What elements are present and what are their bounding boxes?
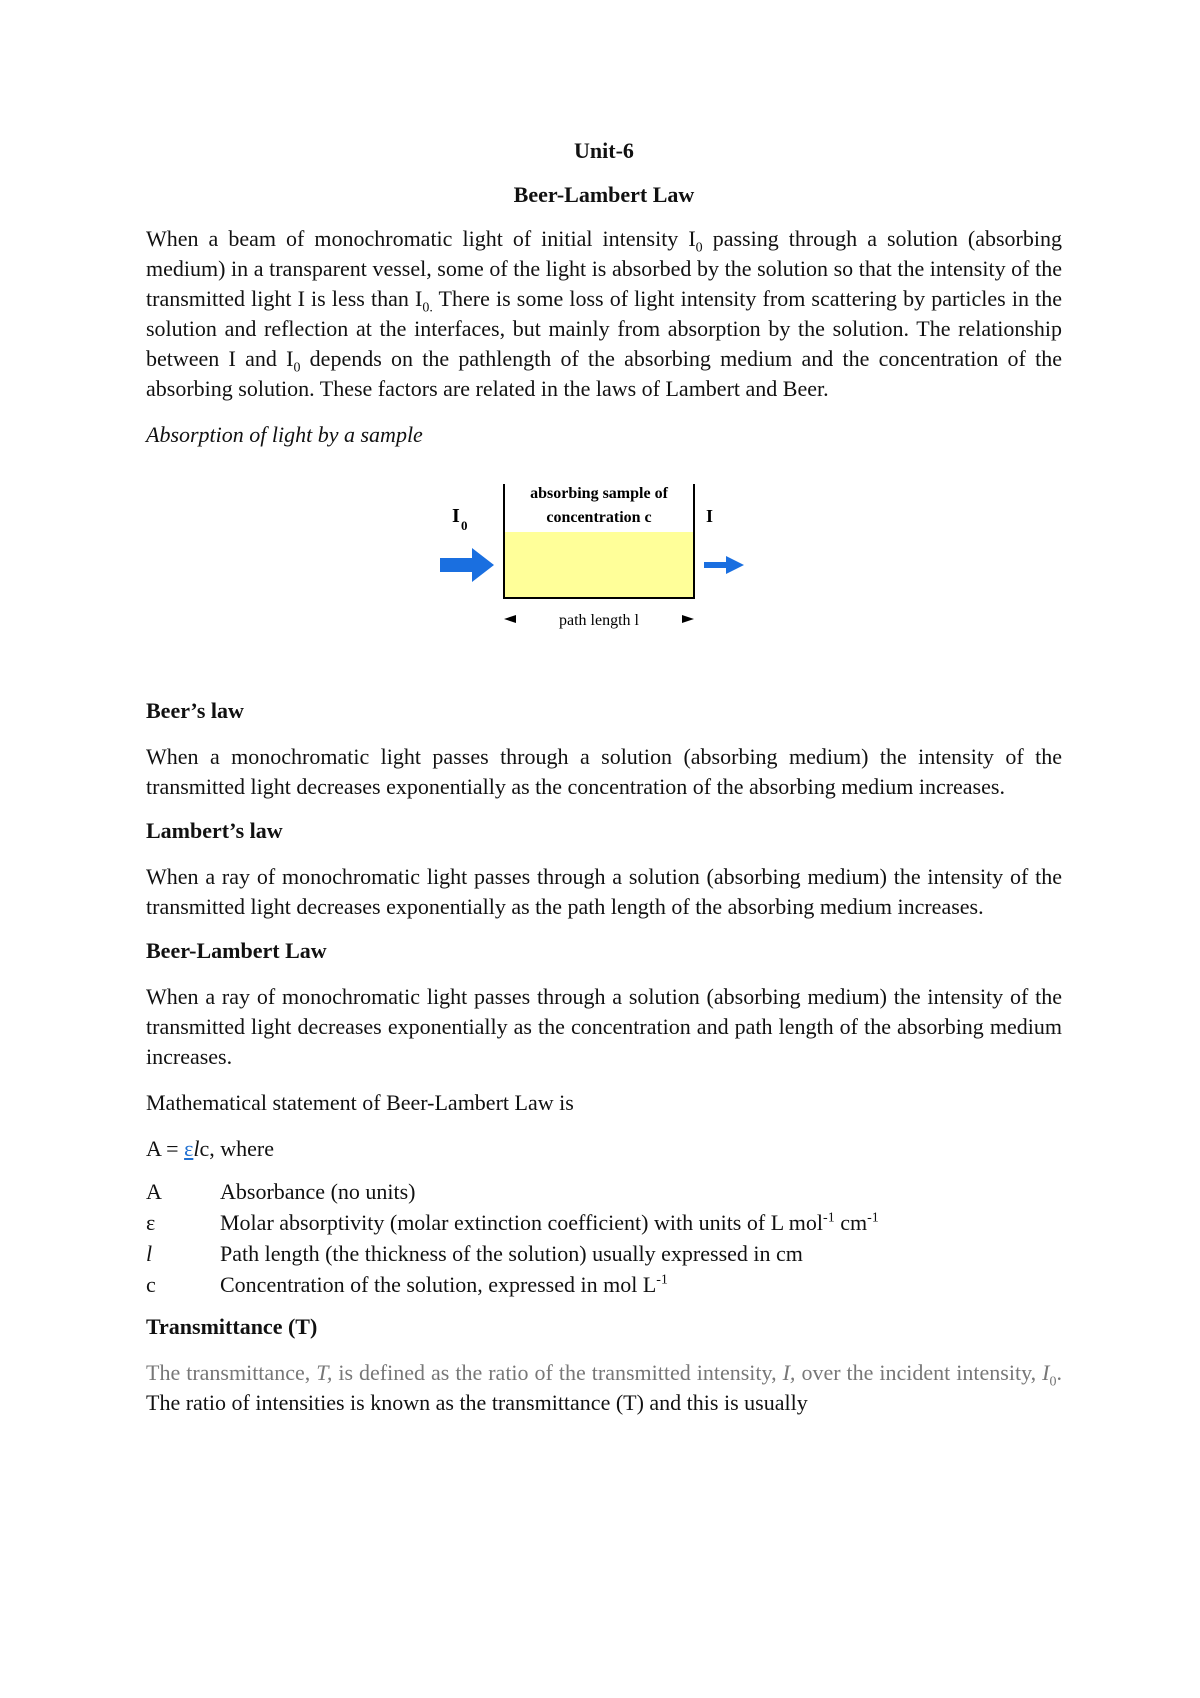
lambert-heading: Lambert’s law	[146, 818, 283, 843]
definition-text: Molar absorptivity (molar extinction coefficient) with units of L mol	[220, 1210, 824, 1235]
transmittance-text-1: The transmittance,	[146, 1360, 317, 1385]
definition-description	[220, 1269, 1062, 1300]
transmittance-text-2: is defined as the ratio of the transmitted intensity,	[332, 1360, 783, 1385]
definition-sup: -1	[823, 1210, 835, 1226]
beer-lambert-heading: Beer-Lambert Law	[146, 938, 327, 963]
definition-text: Concentration of the solution, expressed in mol L	[220, 1272, 657, 1297]
transmitted-arrow-icon	[704, 556, 744, 574]
beer-heading: Beer’s law	[146, 698, 244, 723]
definition-description	[220, 1207, 1062, 1238]
beer-lambert-text: When a ray of monochromatic light passes through a solution (absorbing medium) the intensity of the transmitted light decreases exponentially as the concentration and path length of the absorbing medium increases.	[146, 984, 1062, 1069]
path-right-arrow-icon	[682, 615, 694, 623]
definition-text: Absorbance (no units)	[220, 1179, 416, 1204]
intro-text-1: When a beam of monochromatic light of initial intensity I	[146, 226, 696, 251]
beer-text: When a monochromatic light passes through a solution (absorbing medium) the intensity of the transmitted light decreases exponentially as the concentration of the absorbing medium increases.	[146, 744, 1062, 799]
transmitted-label: I	[706, 506, 714, 526]
intro-sub-2: 0.	[422, 300, 433, 316]
intro-text-2: passing through a solution (absorbing medium) in a transparent vessel, some of the light is absorbed by the solution so that the intensity of the transmitted light I is less than I	[146, 226, 1062, 311]
definition-text: Path length (the thickness of the solution) usually expressed in cm	[220, 1241, 803, 1266]
intro-text-4: depends on the pathlength of the absorbing medium and the concentration of the absorbing solution. These factors are related in the laws of Lambert and Beer.	[146, 346, 1062, 401]
definition-description	[220, 1176, 1062, 1207]
definition-symbol: c	[146, 1272, 156, 1297]
absorption-diagram	[146, 480, 1062, 680]
intro-sub-1: 0	[695, 240, 703, 256]
transmittance-text-3: over the incident intensity,	[795, 1360, 1043, 1385]
intro-sub-3: 0	[293, 360, 301, 376]
math-statement: Mathematical statement of Beer-Lambert Law is	[146, 1090, 574, 1115]
path-left-arrow-icon	[504, 615, 516, 623]
equation-epsilon-link[interactable]: ε	[184, 1136, 194, 1161]
equation-rest: c, where	[199, 1136, 274, 1161]
transmittance-T: T,	[316, 1360, 333, 1385]
definition-symbol: l	[146, 1241, 153, 1266]
intro-paragraph	[146, 224, 1062, 404]
lambert-text: When a ray of monochromatic light passes through a solution (absorbing medium) the intensity of the transmitted light decreases exponentially as the path length of the absorbing medium increases.	[146, 864, 1062, 919]
transmittance-I0: I	[1042, 1360, 1050, 1385]
definition-symbol: ε	[146, 1210, 156, 1235]
equation	[146, 1134, 1062, 1164]
sample-label-line1: absorbing sample of	[530, 485, 668, 502]
transmittance-I0-sub: 0	[1049, 1374, 1057, 1390]
intro-text-3: There is some loss of light intensity from scattering by particles in the solution and reflection at the interfaces, but mainly from absorption by the solution. The relationship between I and I	[146, 286, 1062, 371]
absorption-figure	[146, 480, 1062, 680]
transmittance-text	[146, 1358, 1062, 1418]
sample-fill	[504, 532, 694, 598]
sample-label-line2: concentration c	[546, 509, 652, 526]
unit-title: Unit-6	[574, 138, 634, 163]
document-page	[146, 136, 1062, 1418]
path-length-label: path length l	[559, 612, 639, 629]
definition-sup-2: -1	[867, 1210, 879, 1226]
transmittance-I: I,	[782, 1360, 796, 1385]
incident-arrow-icon	[440, 548, 494, 582]
definition-row	[146, 1176, 1062, 1207]
incident-sub: 0	[461, 518, 468, 533]
page-title: Beer-Lambert Law	[513, 182, 695, 207]
definition-description	[220, 1238, 1062, 1269]
incident-label: I	[452, 505, 460, 527]
definition-row	[146, 1269, 1062, 1300]
figure-caption: Absorption of light by a sample	[146, 422, 423, 447]
definition-row	[146, 1207, 1062, 1238]
definition-text-2: cm	[834, 1210, 868, 1235]
definitions-table	[146, 1176, 1062, 1300]
definition-sup: -1	[656, 1272, 668, 1288]
equation-l: l	[193, 1136, 200, 1161]
transmittance-heading: Transmittance (T)	[146, 1314, 318, 1339]
transmittance-dot: .	[1056, 1360, 1062, 1385]
transmittance-text-4: The ratio of intensities is known as the transmittance (T) and this is usually	[146, 1390, 808, 1415]
definition-symbol: A	[146, 1179, 162, 1204]
equation-lhs: A =	[146, 1136, 185, 1161]
definition-row	[146, 1238, 1062, 1269]
